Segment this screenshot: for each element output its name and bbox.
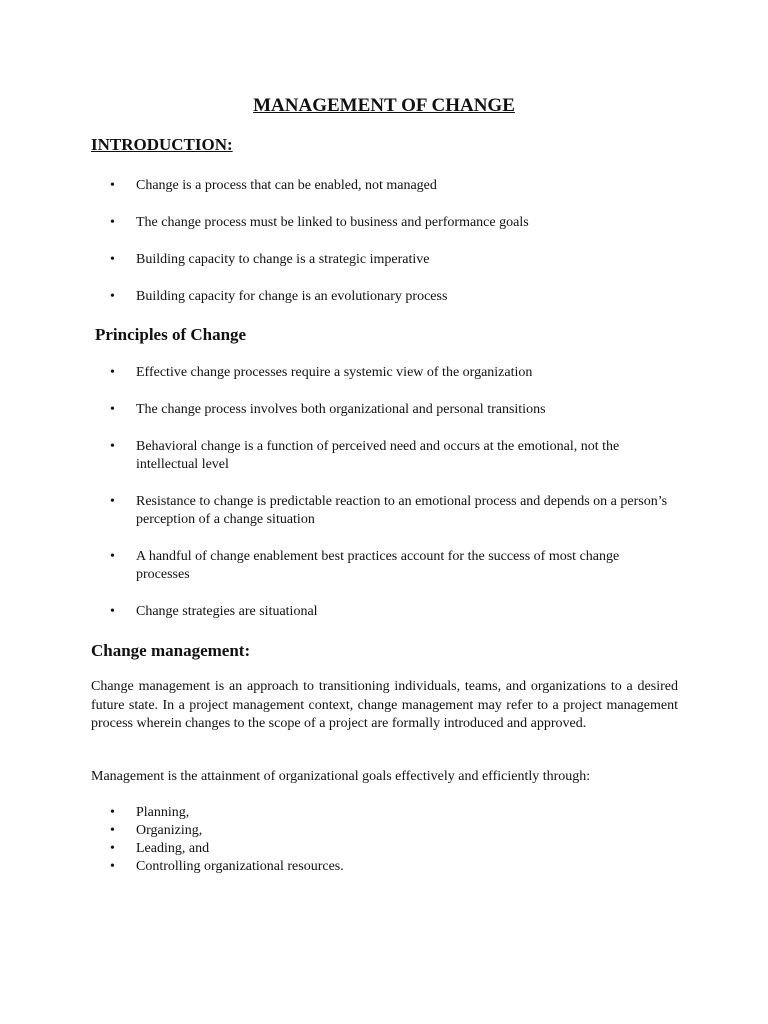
bullet-icon: •: [110, 823, 115, 838]
list-item: Controlling organizational resources.: [136, 859, 344, 874]
list-item: Resistance to change is predictable reaction to an emotional process and depends on a person’s perception of a change situation: [136, 494, 668, 527]
bullet-icon: •: [110, 439, 115, 454]
document-title: MANAGEMENT OF CHANGE: [253, 95, 515, 116]
bullet-icon: •: [110, 178, 115, 193]
bullet-icon: •: [110, 365, 115, 380]
change-management-heading: Change management:: [91, 641, 251, 660]
list-item: The change process must be linked to business and performance goals: [136, 215, 529, 230]
list-item: Building capacity for change is an evolutionary process: [136, 289, 448, 304]
bullet-icon: •: [110, 289, 115, 304]
bullet-icon: •: [110, 494, 115, 509]
bullet-icon: •: [110, 549, 115, 564]
list-item: Change is a process that can be enabled, not managed: [136, 178, 437, 193]
change-management-paragraph: Change management is an approach to transitioning individuals, teams, and organizations to a desired future state. In a project management context, change management may refer to a project management process wherein changes to the scope of a project are formally introduced and approved.: [91, 679, 678, 731]
bullet-icon: •: [110, 859, 115, 874]
list-item: Effective change processes require a systemic view of the organization: [136, 365, 533, 380]
principles-heading: Principles of Change: [95, 325, 247, 344]
list-item: The change process involves both organizational and personal transitions: [136, 402, 546, 417]
list-item: Behavioral change is a function of perceived need and occurs at the emotional, not the intellectual level: [136, 439, 620, 472]
list-item: Planning,: [136, 805, 190, 820]
bullet-icon: •: [110, 215, 115, 230]
list-item: Change strategies are situational: [136, 604, 318, 619]
list-item: Leading, and: [136, 841, 210, 856]
list-item: Building capacity to change is a strategic imperative: [136, 252, 430, 267]
introduction-heading: INTRODUCTION:: [91, 135, 233, 154]
bullet-icon: •: [110, 402, 115, 417]
list-item: Organizing,: [136, 823, 203, 838]
bullet-icon: •: [110, 841, 115, 856]
bullet-icon: •: [110, 252, 115, 267]
bullet-icon: •: [110, 604, 115, 619]
list-item: A handful of change enablement best practices account for the success of most change processes: [136, 549, 620, 582]
bullet-icon: •: [110, 805, 115, 820]
management-lead-in: Management is the attainment of organizational goals effectively and efficiently through:: [91, 769, 591, 784]
